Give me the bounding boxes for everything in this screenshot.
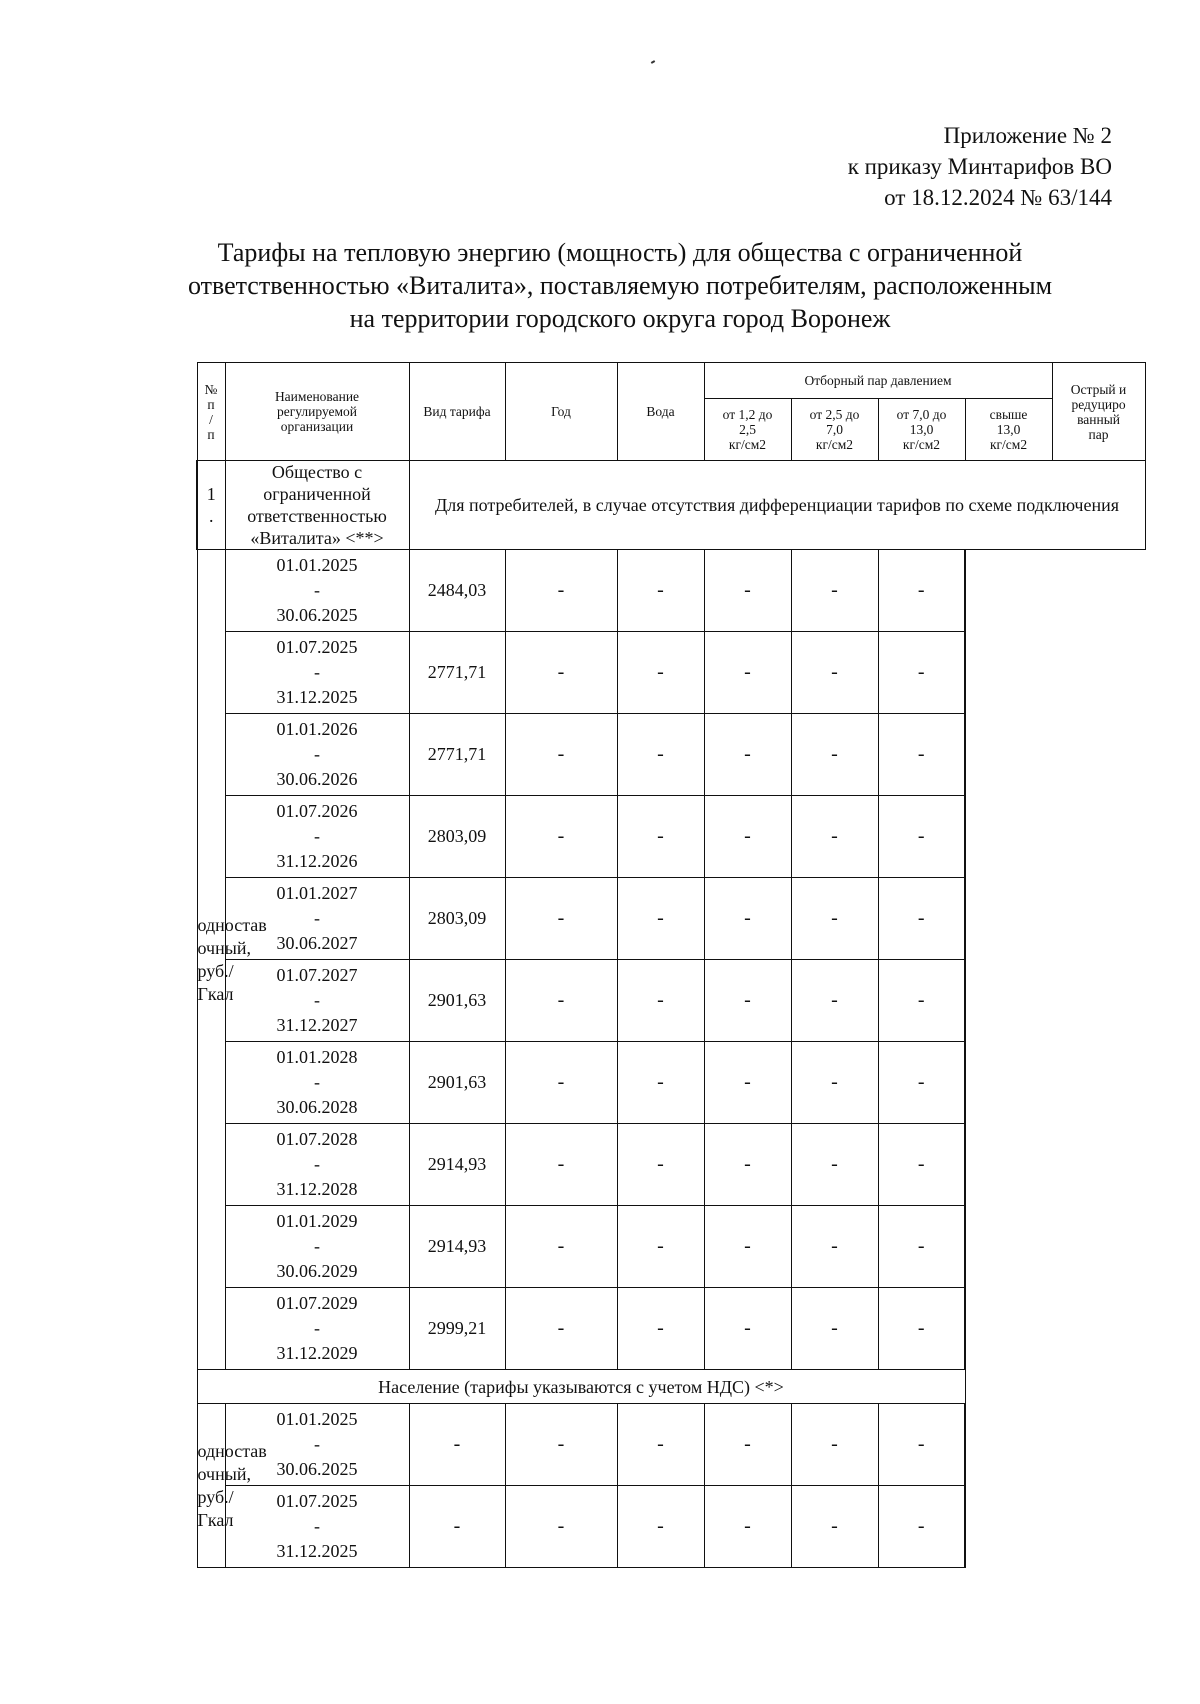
tariff-row [197,550,1145,632]
steam-tariff: - [505,632,617,714]
period-sep: - [314,662,320,682]
tariff-row [197,1486,1145,1568]
steam-tariff: - [704,878,791,960]
period-sep: - [314,1072,320,1092]
title-line: Тарифы на тепловую энергию (мощность) для общества с ограниченной [217,238,1023,267]
period-sep: - [314,1236,320,1256]
org-name: Общество с ограниченной ответственностью «Виталита» <**> [225,461,409,550]
period-sep: - [314,1318,320,1338]
sharp-steam-tariff: - [878,878,965,960]
steam-tariff: - [704,632,791,714]
steam-tariff: - [505,1206,617,1288]
period-sep: - [314,826,320,846]
tariff-row [197,632,1145,714]
period-cell [225,714,409,796]
steam-tariff: - [505,1124,617,1206]
steam-tariff: - [704,1288,791,1370]
row-number: 1 . [197,461,225,550]
period-cell [225,1124,409,1206]
period-from: 01.01.2025 [276,1409,358,1429]
appendix-reference [848,120,1112,213]
steam-tariff: - [505,1486,617,1568]
period-sep: - [314,744,320,764]
period-cell [225,1486,409,1568]
steam-tariff: - [791,1042,878,1124]
header-year: Год [505,363,617,461]
sharp-steam-tariff: - [878,714,965,796]
header-water: Вода [617,363,704,461]
tariff-row [197,1288,1145,1370]
period-from: 01.01.2027 [276,883,358,903]
steam-tariff: - [617,1486,704,1568]
period-to: 31.12.2025 [276,687,358,707]
water-tariff: 2914,93 [409,1124,505,1206]
steam-tariff: - [791,960,878,1042]
period-cell [225,960,409,1042]
period-sep: - [314,1434,320,1454]
period-cell [225,1288,409,1370]
water-tariff: 2803,09 [409,878,505,960]
sharp-steam-tariff: - [878,550,965,632]
appendix-line: Приложение № 2 [943,123,1112,148]
steam-tariff: - [704,1486,791,1568]
steam-tariff: - [505,878,617,960]
period-from: 01.07.2029 [276,1293,358,1313]
steam-tariff: - [617,1288,704,1370]
steam-tariff: - [704,550,791,632]
steam-tariff: - [505,1288,617,1370]
steam-tariff: - [791,1206,878,1288]
water-tariff: 2803,09 [409,796,505,878]
period-to: 31.12.2027 [276,1015,358,1035]
period-to: 30.06.2025 [276,1459,358,1479]
header-steam-3: от 7,0 до 13,0 кг/см2 [878,399,965,461]
period-to: 30.06.2025 [276,605,358,625]
period-to: 30.06.2028 [276,1097,358,1117]
steam-tariff: - [704,960,791,1042]
steam-tariff: - [617,1124,704,1206]
steam-tariff: - [505,1042,617,1124]
title-line: ответственностью «Виталита», поставляемую потребителям, расположенным [187,271,1053,300]
period-to: 30.06.2026 [276,769,358,789]
steam-tariff: - [505,1404,617,1486]
tariff-type: одностав очный, руб./Гкал [197,1404,225,1568]
period-cell [225,1042,409,1124]
header-tariff-type: Вид тарифа [409,363,505,461]
period-to: 31.12.2028 [276,1179,358,1199]
period-from: 01.07.2025 [276,637,358,657]
period-to: 30.06.2027 [276,933,358,953]
period-cell [225,1206,409,1288]
period-from: 01.07.2028 [276,1129,358,1149]
steam-tariff: - [704,1042,791,1124]
steam-tariff: - [617,796,704,878]
steam-tariff: - [505,960,617,1042]
sharp-steam-tariff: - [878,796,965,878]
period-sep: - [314,990,320,1010]
period-cell [225,632,409,714]
period-to: 31.12.2026 [276,851,358,871]
water-tariff: 2771,71 [409,632,505,714]
period-from: 01.01.2025 [276,555,358,575]
steam-tariff: - [617,1042,704,1124]
tariff-row [197,1206,1145,1288]
steam-tariff: - [617,714,704,796]
water-tariff: - [409,1404,505,1486]
header-number: № п / п [197,363,225,461]
steam-tariff: - [791,1486,878,1568]
header-org: Наименование регулируемой организации [225,363,409,461]
period-sep: - [314,908,320,928]
section-row [197,1370,1145,1404]
period-from: 01.07.2026 [276,801,358,821]
steam-tariff: - [791,878,878,960]
steam-tariff: - [791,550,878,632]
steam-tariff: - [704,1124,791,1206]
appendix-line: от 18.12.2024 № 63/144 [884,185,1112,210]
header-steam-2: от 2,5 до 7,0 кг/см2 [791,399,878,461]
steam-tariff: - [704,796,791,878]
tariff-type: одностав очный, руб./Гкал [197,550,225,1370]
period-cell [225,550,409,632]
tariff-row [197,1124,1145,1206]
section-row [197,461,1145,550]
steam-tariff: - [704,714,791,796]
period-from: 01.07.2027 [276,965,358,985]
tariff-row [197,1404,1145,1486]
header-sharp-steam: Острый и редуциро ванный пар [1052,363,1145,461]
steam-tariff: - [791,714,878,796]
steam-tariff: - [617,1404,704,1486]
header-row [197,363,1145,399]
water-tariff: 2771,71 [409,714,505,796]
sharp-steam-tariff: - [878,1404,965,1486]
steam-tariff: - [791,1288,878,1370]
steam-tariff: - [505,796,617,878]
steam-tariff: - [617,550,704,632]
title-line: на территории городского округа город Воронеж [349,304,891,333]
steam-tariff: - [791,1124,878,1206]
steam-tariff: - [791,796,878,878]
water-tariff: 2914,93 [409,1206,505,1288]
steam-tariff: - [704,1206,791,1288]
steam-tariff: - [617,878,704,960]
tariff-row [197,1042,1145,1124]
tariff-row [197,878,1145,960]
period-cell [225,796,409,878]
header-steam-4: свыше 13,0 кг/см2 [965,399,1052,461]
section-title: Население (тарифы указываются с учетом НДС) <*> [197,1370,965,1404]
section1-rows [197,550,1145,1370]
sharp-steam-tariff: - [878,1124,965,1206]
steam-tariff: - [791,1404,878,1486]
steam-tariff: - [505,550,617,632]
scan-speck [651,60,655,64]
steam-tariff: - [791,632,878,714]
period-sep: - [314,580,320,600]
header-steam-1: от 1,2 до 2,5 кг/см2 [704,399,791,461]
section-title: Для потребителей, в случае отсутствия дифференциации тарифов по схеме подключения [409,461,1145,550]
water-tariff: 2999,21 [409,1288,505,1370]
water-tariff: 2484,03 [409,550,505,632]
steam-tariff: - [704,1404,791,1486]
period-from: 01.01.2026 [276,719,358,739]
water-tariff: 2901,63 [409,1042,505,1124]
sharp-steam-tariff: - [878,1042,965,1124]
period-from: 01.01.2028 [276,1047,358,1067]
sharp-steam-tariff: - [878,1288,965,1370]
sharp-steam-tariff: - [878,1486,965,1568]
period-to: 30.06.2029 [276,1261,358,1281]
period-sep: - [314,1516,320,1536]
water-tariff: - [409,1486,505,1568]
steam-tariff: - [505,714,617,796]
water-tariff: 2901,63 [409,960,505,1042]
header-steam-group: Отборный пар давлением [704,363,1052,399]
period-sep: - [314,1154,320,1174]
section2-rows [197,1404,1145,1568]
tariff-row [197,960,1145,1042]
steam-tariff: - [617,1206,704,1288]
appendix-line: к приказу Минтарифов ВО [847,154,1112,179]
period-to: 31.12.2025 [276,1541,358,1561]
period-from: 01.01.2029 [276,1211,358,1231]
tariff-row [197,796,1145,878]
tariff-row [197,714,1145,796]
document-title [120,236,1120,335]
period-from: 01.07.2025 [276,1491,358,1511]
tariff-table [196,362,1146,1568]
sharp-steam-tariff: - [878,632,965,714]
steam-tariff: - [617,632,704,714]
sharp-steam-tariff: - [878,960,965,1042]
period-to: 31.12.2029 [276,1343,358,1363]
sharp-steam-tariff: - [878,1206,965,1288]
steam-tariff: - [617,960,704,1042]
